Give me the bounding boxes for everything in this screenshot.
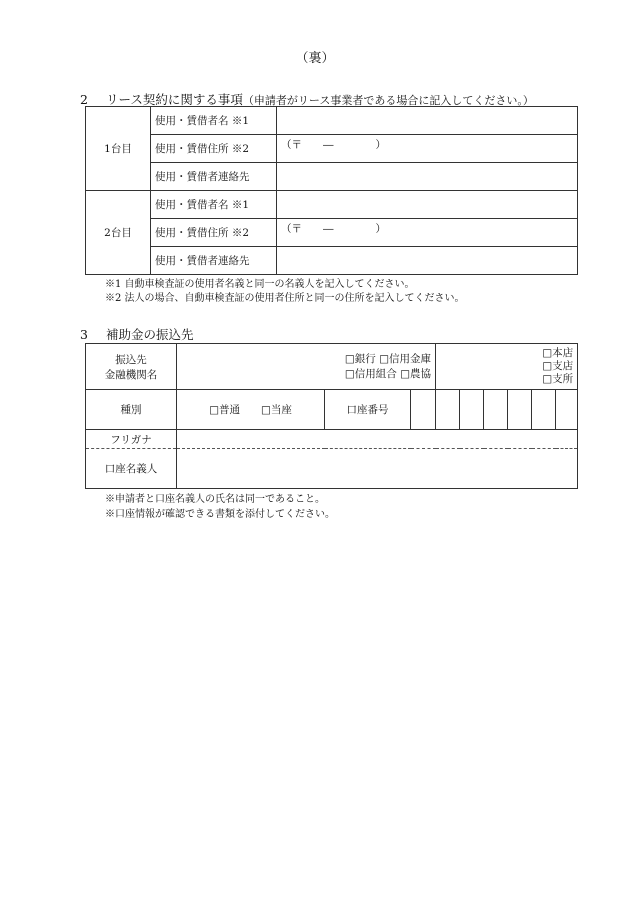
table-row (86, 344, 578, 390)
account-digit-6[interactable] (532, 390, 556, 430)
bank-name-field[interactable] (177, 344, 436, 390)
section3-title: 補助金の振込先 (106, 327, 194, 342)
section2-paren: （申請者がリース事業者である場合に記入してください。） (242, 94, 534, 107)
bank-label (86, 344, 177, 390)
vehicle2-postal-template: （〒 ― ） (281, 223, 386, 235)
vehicle2-name-field[interactable] (277, 191, 578, 219)
vehicle2-address-field[interactable] (277, 219, 578, 247)
vehicle2-contact-field[interactable] (277, 247, 578, 275)
section3-number: 3 (80, 327, 88, 342)
table-row (86, 449, 578, 489)
vehicle1-address-field[interactable] (277, 135, 578, 163)
bank-table (85, 343, 578, 489)
table-row (86, 390, 578, 430)
vehicle2-label: 2台目 (86, 191, 151, 275)
bank-type-line2[interactable]: □信用組合 □農協 (344, 367, 432, 380)
account-type-checkboxes[interactable]: □普通 □当座 (177, 390, 325, 430)
table-row (86, 191, 578, 219)
vehicle1-name-field[interactable] (277, 107, 578, 135)
vehicle2-address-label: 使用・賃借住所 ※2 (151, 219, 277, 247)
account-digit-3[interactable] (460, 390, 484, 430)
table-row (86, 247, 578, 275)
bank-label-line1: 振込先 (115, 353, 147, 366)
section2-note-1: ※1 自動車検査証の使用者名義と同一の名義人を記入してください。 (105, 279, 415, 290)
account-holder-field[interactable] (177, 449, 578, 489)
vehicle2-contact-label: 使用・賃借者連絡先 (151, 247, 277, 275)
lease-table (85, 106, 578, 275)
branch-checkbox-shiten[interactable]: □支店 (542, 360, 574, 372)
table-row (86, 430, 578, 449)
vehicle1-contact-label: 使用・賃借者連絡先 (151, 163, 277, 191)
vehicle1-label: 1台目 (86, 107, 151, 191)
account-digit-1[interactable] (411, 390, 436, 430)
table-row (86, 135, 578, 163)
table-row (86, 219, 578, 247)
account-digit-5[interactable] (508, 390, 532, 430)
table-row (86, 107, 578, 135)
vehicle1-postal-template: （〒 ― ） (281, 139, 386, 151)
branch-checkbox-shisho[interactable]: □支所 (542, 373, 574, 385)
bank-label-line2: 金融機関名 (104, 368, 158, 381)
section2-title: リース契約に関する事項 (106, 92, 243, 107)
account-holder-label: 口座名義人 (86, 449, 177, 489)
section3-note-1: ※申請者と口座名義人の氏名は同一であること。 (105, 494, 325, 505)
account-digit-7[interactable] (556, 390, 578, 430)
account-type-label: 種別 (86, 390, 177, 430)
furigana-field[interactable] (177, 430, 578, 449)
vehicle2-name-label: 使用・賃借者名 ※1 (151, 191, 277, 219)
branch-checkbox-honten[interactable]: □本店 (542, 347, 574, 359)
account-digit-2[interactable] (436, 390, 460, 430)
section3-heading (80, 325, 194, 343)
branch-field[interactable] (436, 344, 578, 390)
furigana-label: フリガナ (86, 430, 177, 449)
section3-note-2: ※口座情報が確認できる書類を添付してください。 (105, 509, 335, 520)
page-title: （裏） (295, 51, 335, 66)
table-row (86, 163, 578, 191)
bank-type-line1[interactable]: □銀行 □信用金庫 (344, 352, 432, 365)
section2-number: 2 (80, 92, 88, 107)
account-digit-4[interactable] (484, 390, 508, 430)
account-number-label: 口座番号 (325, 390, 411, 430)
vehicle1-contact-field[interactable] (277, 163, 578, 191)
section2-note-2: ※2 法人の場合、自動車検査証の使用者住所と同一の住所を記入してください。 (105, 293, 465, 304)
vehicle1-address-label: 使用・賃借住所 ※2 (151, 135, 277, 163)
vehicle1-name-label: 使用・賃借者名 ※1 (151, 107, 277, 135)
